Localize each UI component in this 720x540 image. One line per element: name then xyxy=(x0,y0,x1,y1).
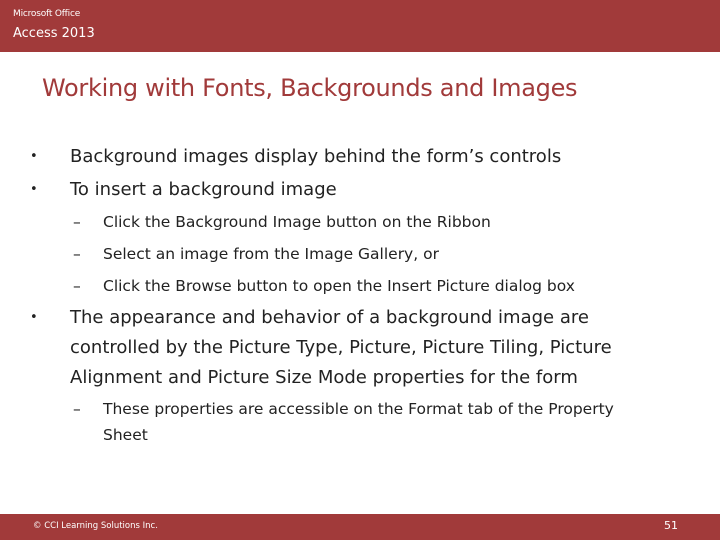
sub-bullet-marker: – xyxy=(73,400,81,418)
slide-title: Working with Fonts, Backgrounds and Images xyxy=(42,74,578,102)
sub-bullet-marker: – xyxy=(73,245,81,263)
sub-bullet-text: Click the Background Image button on the Ribbon xyxy=(103,213,491,231)
footer-bar xyxy=(0,514,720,540)
bullet-text: Background images display behind the form’s controls xyxy=(70,146,562,167)
sub-bullet-item xyxy=(73,396,614,422)
bullet-item xyxy=(30,175,337,205)
bullet-text: controlled by the Picture Type, Picture, Picture Tiling, Picture xyxy=(70,337,612,358)
bullet-text: The appearance and behavior of a background image are xyxy=(70,307,589,328)
bullet-item xyxy=(30,142,562,172)
sub-bullet-text: Select an image from the Image Gallery, or xyxy=(103,245,439,263)
copyright-label: © CCI Learning Solutions Inc. xyxy=(33,521,158,531)
brand-label: Microsoft Office xyxy=(13,9,81,19)
bullet-marker: • xyxy=(30,182,38,197)
bullet-item xyxy=(30,303,589,333)
sub-bullet-text: These properties are accessible on the Format tab of the Property xyxy=(103,400,614,418)
bullet-marker: • xyxy=(30,149,38,164)
sub-bullet-continuation xyxy=(103,422,148,448)
sub-bullet-marker: – xyxy=(73,277,81,295)
bullet-text: Alignment and Picture Size Mode properties for the form xyxy=(70,367,578,388)
page-number: 51 xyxy=(664,519,678,532)
sub-bullet-marker: – xyxy=(73,213,81,231)
bullet-continuation xyxy=(70,363,578,393)
header-bar xyxy=(0,0,720,52)
sub-bullet-item xyxy=(73,239,439,269)
bullet-marker: • xyxy=(30,310,38,325)
sub-bullet-item xyxy=(73,207,491,237)
bullet-text: To insert a background image xyxy=(70,179,337,200)
product-label: Access 2013 xyxy=(13,26,95,41)
sub-bullet-text: Click the Browse button to open the Insert Picture dialog box xyxy=(103,277,575,295)
sub-bullet-text: Sheet xyxy=(103,426,148,444)
sub-bullet-item xyxy=(73,271,575,301)
bullet-continuation xyxy=(70,333,612,363)
